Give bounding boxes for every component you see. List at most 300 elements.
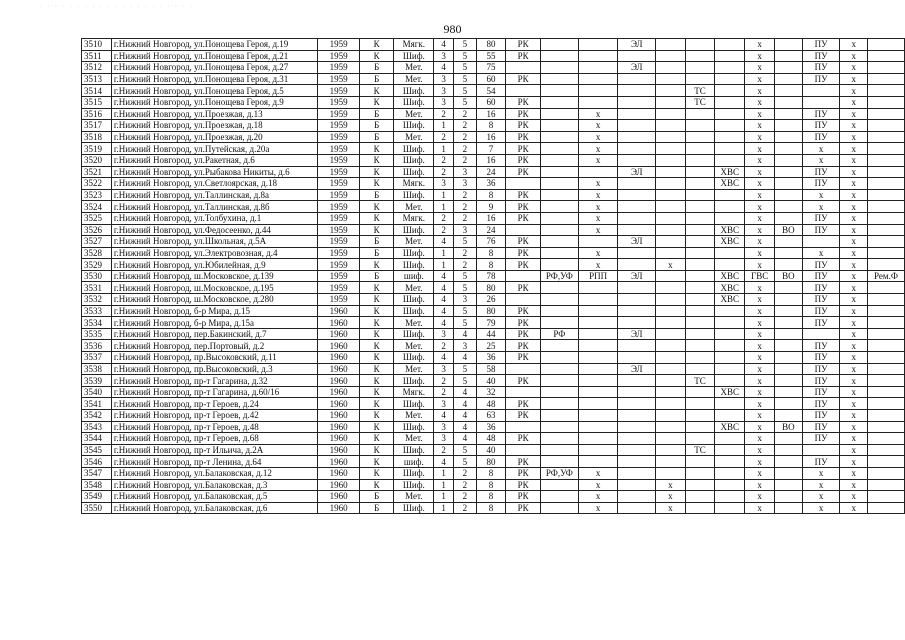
table-row	[82, 340, 905, 352]
cell-repair-roof: РК	[506, 201, 541, 213]
cell-apartments: 80	[476, 39, 506, 51]
cell-repair-other	[868, 96, 905, 108]
cell-repair-cold-water	[715, 143, 745, 155]
cell-repair-meters: ПУ	[802, 410, 840, 422]
cell-floors: 1	[434, 259, 454, 271]
cell-apartments: 36	[476, 352, 506, 364]
cell-entrances: 5	[453, 62, 476, 74]
cell-build-year: 1959	[318, 224, 360, 236]
cell-repair-roof: РК	[506, 73, 541, 85]
cell-repair-other	[868, 50, 905, 62]
cell-floors: 4	[434, 410, 454, 422]
cell-repair-cold-water	[715, 201, 745, 213]
cell-repair-meters: ПУ	[802, 178, 840, 190]
cell-repair-hot-water: х	[745, 317, 775, 329]
cell-repair-other	[868, 62, 905, 74]
cell-repair-electric	[618, 444, 656, 456]
cell-repair-meters: х	[802, 201, 840, 213]
cell-repair-heating	[685, 502, 715, 514]
table-row	[82, 39, 905, 51]
cell-address: г.Нижний Новгород, ул.Школьная, д.5А	[111, 236, 317, 248]
cell-repair-drainage	[775, 363, 803, 375]
cell-roof-type: Мет.	[394, 131, 434, 143]
cell-floors: 2	[434, 224, 454, 236]
cell-repair-facade	[540, 96, 578, 108]
table-row	[82, 143, 905, 155]
cell-repair-facade: РФ,УФ	[540, 467, 578, 479]
cell-build-year: 1960	[318, 421, 360, 433]
cell-repair-lift: х	[840, 85, 868, 97]
cell-entrances: 4	[453, 386, 476, 398]
cell-repair-extra	[656, 201, 686, 213]
cell-entrances: 4	[453, 398, 476, 410]
cell-repair-meters: ПУ	[802, 212, 840, 224]
cell-repair-facade	[540, 73, 578, 85]
table-row	[82, 305, 905, 317]
cell-floors: 4	[434, 456, 454, 468]
cell-repair-pp	[578, 398, 618, 410]
cell-repair-lift: х	[840, 96, 868, 108]
cell-address: г.Нижний Новгород, ул.Балаковская, д.6	[111, 502, 317, 514]
cell-apartments: 63	[476, 410, 506, 422]
cell-repair-electric	[618, 340, 656, 352]
cell-build-year: 1960	[318, 375, 360, 387]
cell-apartments: 80	[476, 456, 506, 468]
cell-repair-roof: РК	[506, 189, 541, 201]
cell-floors: 2	[434, 386, 454, 398]
cell-repair-heating	[685, 131, 715, 143]
cell-repair-lift: х	[840, 352, 868, 364]
cell-repair-extra	[656, 398, 686, 410]
cell-repair-other	[868, 212, 905, 224]
cell-repair-hot-water: х	[745, 282, 775, 294]
cell-repair-cold-water: ХВС	[715, 386, 745, 398]
cell-repair-meters: ПУ	[802, 50, 840, 62]
cell-repair-lift: х	[840, 270, 868, 282]
cell-roof-type: Мягк.	[394, 39, 434, 51]
cell-repair-electric: ЭЛ	[618, 328, 656, 340]
cell-repair-roof: РК	[506, 154, 541, 166]
cell-repair-roof: РК	[506, 282, 541, 294]
cell-address: г.Нижний Новгород, пер.Бакинский, д.7	[111, 328, 317, 340]
cell-repair-facade	[540, 305, 578, 317]
cell-repair-other	[868, 386, 905, 398]
cell-repair-heating	[685, 340, 715, 352]
cell-repair-meters: ПУ	[802, 456, 840, 468]
cell-repair-hot-water: х	[745, 154, 775, 166]
cell-repair-roof: РК	[506, 166, 541, 178]
table-row	[82, 317, 905, 329]
cell-repair-facade	[540, 131, 578, 143]
cell-repair-other	[868, 502, 905, 514]
cell-repair-extra	[656, 421, 686, 433]
cell-repair-drainage	[775, 467, 803, 479]
cell-address: г.Нижний Новгород, ул.Балаковская, д.5	[111, 491, 317, 503]
cell-build-year: 1959	[318, 189, 360, 201]
cell-repair-heating	[685, 467, 715, 479]
cell-repair-electric	[618, 421, 656, 433]
scan-noise-strip: · · · · · · · · · · · · · · · · · · · · ·	[40, 4, 194, 10]
cell-repair-facade	[540, 479, 578, 491]
cell-row-number: 3524	[82, 201, 112, 213]
cell-repair-pp	[578, 386, 618, 398]
cell-repair-meters: ПУ	[802, 39, 840, 51]
cell-roof-type: Шиф.	[394, 479, 434, 491]
cell-repair-hot-water: х	[745, 375, 775, 387]
cell-repair-pp	[578, 433, 618, 445]
cell-floors: 4	[434, 62, 454, 74]
cell-build-year: 1960	[318, 340, 360, 352]
cell-repair-pp: х	[578, 154, 618, 166]
cell-repair-roof	[506, 224, 541, 236]
cell-wall-material: К	[359, 166, 394, 178]
cell-repair-roof: РК	[506, 467, 541, 479]
cell-roof-type: шиф.	[394, 270, 434, 282]
cell-row-number: 3548	[82, 479, 112, 491]
cell-repair-other	[868, 166, 905, 178]
cell-repair-drainage	[775, 375, 803, 387]
cell-entrances: 5	[453, 375, 476, 387]
cell-repair-hot-water: х	[745, 178, 775, 190]
cell-wall-material: Б	[359, 236, 394, 248]
cell-build-year: 1959	[318, 166, 360, 178]
cell-build-year: 1959	[318, 294, 360, 306]
cell-apartments: 8	[476, 120, 506, 132]
cell-repair-lift: х	[840, 120, 868, 132]
cell-apartments: 80	[476, 282, 506, 294]
table-row	[82, 467, 905, 479]
cell-repair-lift: х	[840, 50, 868, 62]
cell-repair-heating	[685, 143, 715, 155]
cell-repair-meters: ПУ	[802, 259, 840, 271]
cell-repair-drainage	[775, 282, 803, 294]
cell-repair-meters: ПУ	[802, 224, 840, 236]
cell-roof-type: Шиф.	[394, 328, 434, 340]
cell-repair-facade	[540, 456, 578, 468]
cell-apartments: 36	[476, 178, 506, 190]
cell-repair-drainage	[775, 294, 803, 306]
cell-build-year: 1959	[318, 282, 360, 294]
cell-repair-meters	[802, 96, 840, 108]
cell-row-number: 3538	[82, 363, 112, 375]
cell-repair-facade	[540, 421, 578, 433]
cell-repair-hot-water: х	[745, 108, 775, 120]
table-row	[82, 212, 905, 224]
cell-entrances: 3	[453, 224, 476, 236]
cell-build-year: 1959	[318, 178, 360, 190]
cell-floors: 2	[434, 444, 454, 456]
cell-repair-electric	[618, 247, 656, 259]
cell-repair-extra	[656, 224, 686, 236]
cell-repair-drainage	[775, 39, 803, 51]
cell-repair-cold-water	[715, 502, 745, 514]
cell-build-year: 1960	[318, 305, 360, 317]
cell-build-year: 1959	[318, 154, 360, 166]
cell-repair-drainage	[775, 143, 803, 155]
cell-address: г.Нижний Новгород, ул.Федосеенко, д.44	[111, 224, 317, 236]
cell-repair-electric	[618, 467, 656, 479]
table-row	[82, 444, 905, 456]
cell-wall-material: К	[359, 212, 394, 224]
cell-floors: 1	[434, 143, 454, 155]
cell-repair-roof	[506, 270, 541, 282]
cell-repair-heating: ТС	[685, 85, 715, 97]
cell-repair-facade	[540, 375, 578, 387]
cell-repair-drainage	[775, 247, 803, 259]
cell-repair-heating	[685, 201, 715, 213]
cell-entrances: 5	[453, 317, 476, 329]
cell-apartments: 79	[476, 317, 506, 329]
cell-entrances: 4	[453, 433, 476, 445]
cell-row-number: 3537	[82, 352, 112, 364]
cell-repair-facade	[540, 491, 578, 503]
cell-repair-lift: х	[840, 398, 868, 410]
cell-address: г.Нижний Новгород, ул.Таллинская, д.8а	[111, 189, 317, 201]
cell-repair-roof	[506, 363, 541, 375]
cell-build-year: 1959	[318, 201, 360, 213]
cell-floors: 1	[434, 479, 454, 491]
cell-address: г.Нижний Новгород, ул.Ракетная, д.6	[111, 154, 317, 166]
cell-repair-facade	[540, 189, 578, 201]
cell-repair-drainage	[775, 212, 803, 224]
cell-repair-other	[868, 236, 905, 248]
cell-repair-drainage	[775, 433, 803, 445]
cell-floors: 2	[434, 154, 454, 166]
cell-repair-meters: ПУ	[802, 317, 840, 329]
cell-apartments: 16	[476, 212, 506, 224]
cell-repair-heating	[685, 352, 715, 364]
cell-roof-type: Шиф.	[394, 143, 434, 155]
cell-row-number: 3535	[82, 328, 112, 340]
table-row	[82, 120, 905, 132]
cell-roof-type: Мягк.	[394, 386, 434, 398]
cell-repair-roof: РК	[506, 340, 541, 352]
cell-repair-cold-water	[715, 305, 745, 317]
cell-repair-heating	[685, 270, 715, 282]
cell-repair-other	[868, 85, 905, 97]
cell-repair-lift: х	[840, 143, 868, 155]
cell-address: г.Нижний Новгород, ул.Понощева Героя, д.21	[111, 50, 317, 62]
cell-floors: 3	[434, 178, 454, 190]
cell-entrances: 4	[453, 421, 476, 433]
cell-repair-hot-water: х	[745, 96, 775, 108]
cell-wall-material: К	[359, 456, 394, 468]
cell-roof-type: Мет.	[394, 317, 434, 329]
cell-repair-electric: ЭЛ	[618, 39, 656, 51]
cell-repair-hot-water: х	[745, 456, 775, 468]
cell-repair-other	[868, 189, 905, 201]
cell-build-year: 1959	[318, 73, 360, 85]
cell-roof-type: Мягк.	[394, 178, 434, 190]
cell-build-year: 1960	[318, 363, 360, 375]
cell-repair-heating	[685, 398, 715, 410]
cell-build-year: 1960	[318, 328, 360, 340]
cell-repair-extra	[656, 282, 686, 294]
cell-repair-hot-water: х	[745, 479, 775, 491]
cell-wall-material: К	[359, 178, 394, 190]
table-row	[82, 433, 905, 445]
cell-repair-heating	[685, 73, 715, 85]
cell-repair-drainage	[775, 398, 803, 410]
cell-apartments: 55	[476, 50, 506, 62]
cell-repair-lift: х	[840, 421, 868, 433]
table-row	[82, 352, 905, 364]
cell-wall-material: Б	[359, 491, 394, 503]
cell-repair-drainage	[775, 444, 803, 456]
cell-row-number: 3517	[82, 120, 112, 132]
housing-registry-table	[81, 38, 905, 514]
cell-entrances: 5	[453, 305, 476, 317]
cell-floors: 2	[434, 108, 454, 120]
cell-repair-facade	[540, 352, 578, 364]
cell-repair-cold-water	[715, 247, 745, 259]
cell-repair-extra	[656, 189, 686, 201]
cell-repair-electric	[618, 212, 656, 224]
cell-repair-extra	[656, 363, 686, 375]
cell-repair-heating	[685, 166, 715, 178]
cell-repair-other	[868, 410, 905, 422]
cell-repair-meters: х	[802, 502, 840, 514]
cell-address: г.Нижний Новгород, ул.Балаковская, д.3	[111, 479, 317, 491]
cell-roof-type: Шиф.	[394, 224, 434, 236]
cell-repair-hot-water: х	[745, 363, 775, 375]
cell-repair-cold-water: ХВС	[715, 166, 745, 178]
cell-repair-roof: РК	[506, 305, 541, 317]
cell-repair-cold-water: ХВС	[715, 421, 745, 433]
cell-repair-electric	[618, 294, 656, 306]
table-row	[82, 236, 905, 248]
cell-repair-pp	[578, 50, 618, 62]
cell-repair-heating	[685, 479, 715, 491]
cell-repair-cold-water	[715, 212, 745, 224]
cell-repair-electric	[618, 491, 656, 503]
cell-repair-other	[868, 247, 905, 259]
cell-repair-hot-water: х	[745, 73, 775, 85]
cell-roof-type: Мет.	[394, 201, 434, 213]
cell-roof-type: Мет.	[394, 491, 434, 503]
cell-repair-roof	[506, 178, 541, 190]
cell-repair-hot-water: х	[745, 85, 775, 97]
cell-repair-roof: РК	[506, 236, 541, 248]
cell-address: г.Нижний Новгород, пр-т Героев, д.24	[111, 398, 317, 410]
cell-apartments: 76	[476, 236, 506, 248]
cell-repair-other	[868, 259, 905, 271]
cell-repair-cold-water	[715, 96, 745, 108]
cell-repair-extra	[656, 108, 686, 120]
cell-repair-meters: ПУ	[802, 340, 840, 352]
cell-build-year: 1960	[318, 491, 360, 503]
cell-repair-electric	[618, 375, 656, 387]
cell-row-number: 3520	[82, 154, 112, 166]
cell-repair-other	[868, 178, 905, 190]
cell-repair-pp	[578, 375, 618, 387]
cell-repair-lift: х	[840, 294, 868, 306]
cell-repair-pp: х	[578, 108, 618, 120]
cell-repair-roof: РК	[506, 352, 541, 364]
cell-build-year: 1959	[318, 96, 360, 108]
cell-repair-meters: ПУ	[802, 62, 840, 74]
cell-repair-electric	[618, 456, 656, 468]
cell-repair-hot-water: х	[745, 247, 775, 259]
cell-repair-drainage	[775, 259, 803, 271]
cell-repair-drainage	[775, 236, 803, 248]
cell-roof-type: Шиф.	[394, 96, 434, 108]
table-row	[82, 201, 905, 213]
cell-repair-facade	[540, 398, 578, 410]
cell-repair-drainage	[775, 62, 803, 74]
cell-apartments: 8	[476, 479, 506, 491]
cell-roof-type: Шиф.	[394, 502, 434, 514]
cell-repair-heating	[685, 189, 715, 201]
cell-repair-pp	[578, 73, 618, 85]
cell-repair-pp: х	[578, 247, 618, 259]
cell-repair-cold-water	[715, 398, 745, 410]
cell-repair-heating	[685, 154, 715, 166]
cell-repair-pp	[578, 39, 618, 51]
cell-repair-facade	[540, 259, 578, 271]
cell-floors: 1	[434, 502, 454, 514]
cell-entrances: 3	[453, 340, 476, 352]
table-row	[82, 259, 905, 271]
cell-repair-electric	[618, 433, 656, 445]
cell-repair-hot-water: х	[745, 236, 775, 248]
cell-repair-lift: х	[840, 328, 868, 340]
cell-build-year: 1960	[318, 398, 360, 410]
cell-repair-hot-water: х	[745, 143, 775, 155]
cell-row-number: 3531	[82, 282, 112, 294]
cell-row-number: 3544	[82, 433, 112, 445]
cell-repair-extra	[656, 352, 686, 364]
cell-repair-heating: ТС	[685, 96, 715, 108]
cell-repair-extra	[656, 96, 686, 108]
cell-row-number: 3510	[82, 39, 112, 51]
cell-repair-facade	[540, 502, 578, 514]
cell-repair-roof: РК	[506, 131, 541, 143]
cell-repair-facade	[540, 166, 578, 178]
cell-apartments: 58	[476, 363, 506, 375]
cell-repair-electric	[618, 143, 656, 155]
cell-repair-extra	[656, 317, 686, 329]
cell-wall-material: К	[359, 282, 394, 294]
cell-entrances: 5	[453, 50, 476, 62]
cell-roof-type: Шиф.	[394, 154, 434, 166]
cell-repair-other	[868, 108, 905, 120]
cell-repair-facade	[540, 108, 578, 120]
cell-repair-heating	[685, 386, 715, 398]
cell-repair-heating	[685, 236, 715, 248]
table-row	[82, 270, 905, 282]
cell-floors: 1	[434, 120, 454, 132]
table-row	[82, 96, 905, 108]
cell-repair-electric	[618, 201, 656, 213]
cell-entrances: 2	[453, 201, 476, 213]
cell-repair-other	[868, 491, 905, 503]
cell-row-number: 3540	[82, 386, 112, 398]
cell-address: г.Нижний Новгород, ул.Понощева Героя, д.5	[111, 85, 317, 97]
cell-repair-drainage	[775, 201, 803, 213]
cell-floors: 3	[434, 421, 454, 433]
cell-repair-facade	[540, 444, 578, 456]
cell-repair-extra	[656, 120, 686, 132]
cell-row-number: 3533	[82, 305, 112, 317]
cell-repair-cold-water	[715, 363, 745, 375]
cell-apartments: 16	[476, 131, 506, 143]
cell-row-number: 3529	[82, 259, 112, 271]
cell-roof-type: Шиф.	[394, 166, 434, 178]
cell-apartments: 8	[476, 467, 506, 479]
cell-repair-extra	[656, 236, 686, 248]
cell-repair-electric	[618, 189, 656, 201]
